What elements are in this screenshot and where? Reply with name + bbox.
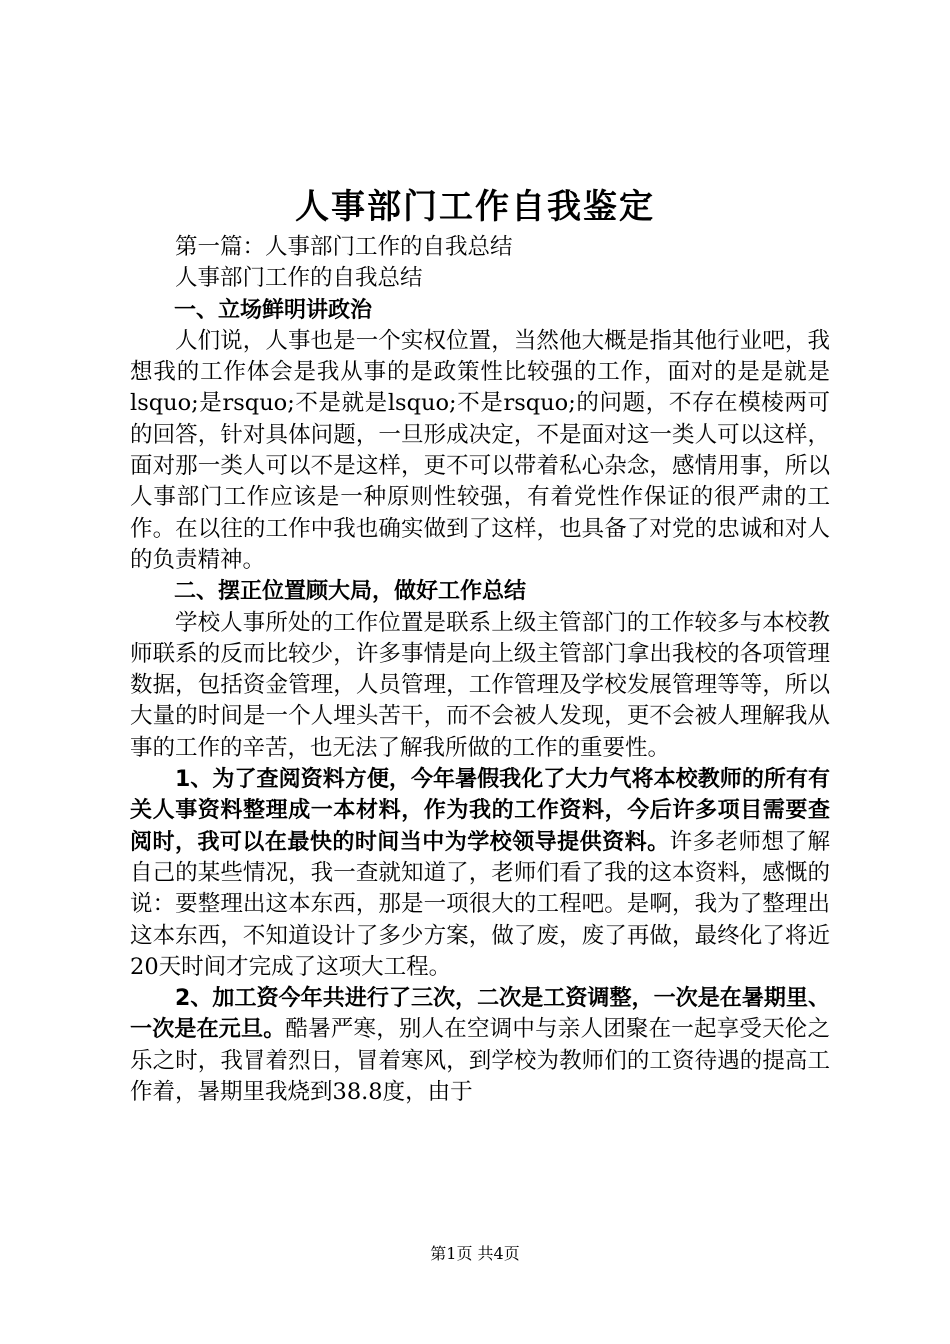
document-title: 人事部门工作自我鉴定 <box>295 187 655 227</box>
paragraph: 人们说，人事也是一个实权位置，当然他大概是指其他行业吧，我想我的工作体会是我从事的是政策性比较强的工作，面对的是是就是lsquo;是rsquo;不是就是lsquo;不是rsquo;的问题，不存在模棱两可的回答，针对具体问题，一旦形成决定，不是面对这一类人可以这样，面对那一类人可以不是这样，更不可以带着私心杂念，感情用事，所以人事部门工作应该是一种原则性较强，有着党性作保证的很严肃的工作。在以往的工作中我也确实做到了这样，也具备了对党的忠诚和对人的负责精神。 <box>130 327 830 573</box>
paragraph-text: 许多老师想了解自己的某些情况，我一查就知道了，老师们看了我的这本资料，感慨的说：要整理出这本东西，那是一项很大的工程吧。是啊，我为了整理出这本东西，不知道设计了多少方案，做了废，废了再做，最终化了将近20天时间才完成了这项大工程。 <box>130 828 830 980</box>
paragraph: 学校人事所处的工作位置是联系上级主管部门的工作较多与本校教师联系的反而比较少，许多事情是向上级主管部门拿出我校的各项管理数据，包括资金管理，人员管理，工作管理及学校发展管理等等，所以大量的时间是一个人埋头苦干，而不会被人发现，更不会被人理解我从事的工作的辛苦，也无法了解我所做的工作的重要性。 <box>130 609 830 761</box>
document-body <box>130 232 830 1108</box>
section-subtitle: 第一篇：人事部门工作的自我总结 <box>175 234 513 260</box>
section-heading: 一、立场鲜明讲政治 <box>174 297 373 323</box>
paragraph <box>130 983 830 1108</box>
section-subtitle: 人事部门工作的自我总结 <box>175 265 423 292</box>
paragraph-bold-lead: 1、为了查阅资料方便，今年暑假我化了大力气将本校教师的所有有关人事资料整理成一本材料，作为我的工作资料，今后许多项目需要查阅时，我可以在最快的时间当中为学校领导提供资料。 <box>130 767 830 855</box>
paragraph-text: 酷暑严寒，别人在空调中与亲人团聚在一起享受天伦之乐之时，我冒着烈日，冒着寒风，到学校为教师们的工资待遇的提高工作着，暑期里我烧到38.8度，由于 <box>130 1016 830 1106</box>
page-footer: 第1页 共4页 <box>430 1244 520 1263</box>
section-heading: 二、摆正位置顾大局，做好工作总结 <box>174 579 527 605</box>
paragraph <box>130 764 830 983</box>
paragraph-bold-lead: 2、加工资今年共进行了三次，二次是工资调整，一次是在暑期里、一次是在元旦。 <box>130 986 830 1043</box>
